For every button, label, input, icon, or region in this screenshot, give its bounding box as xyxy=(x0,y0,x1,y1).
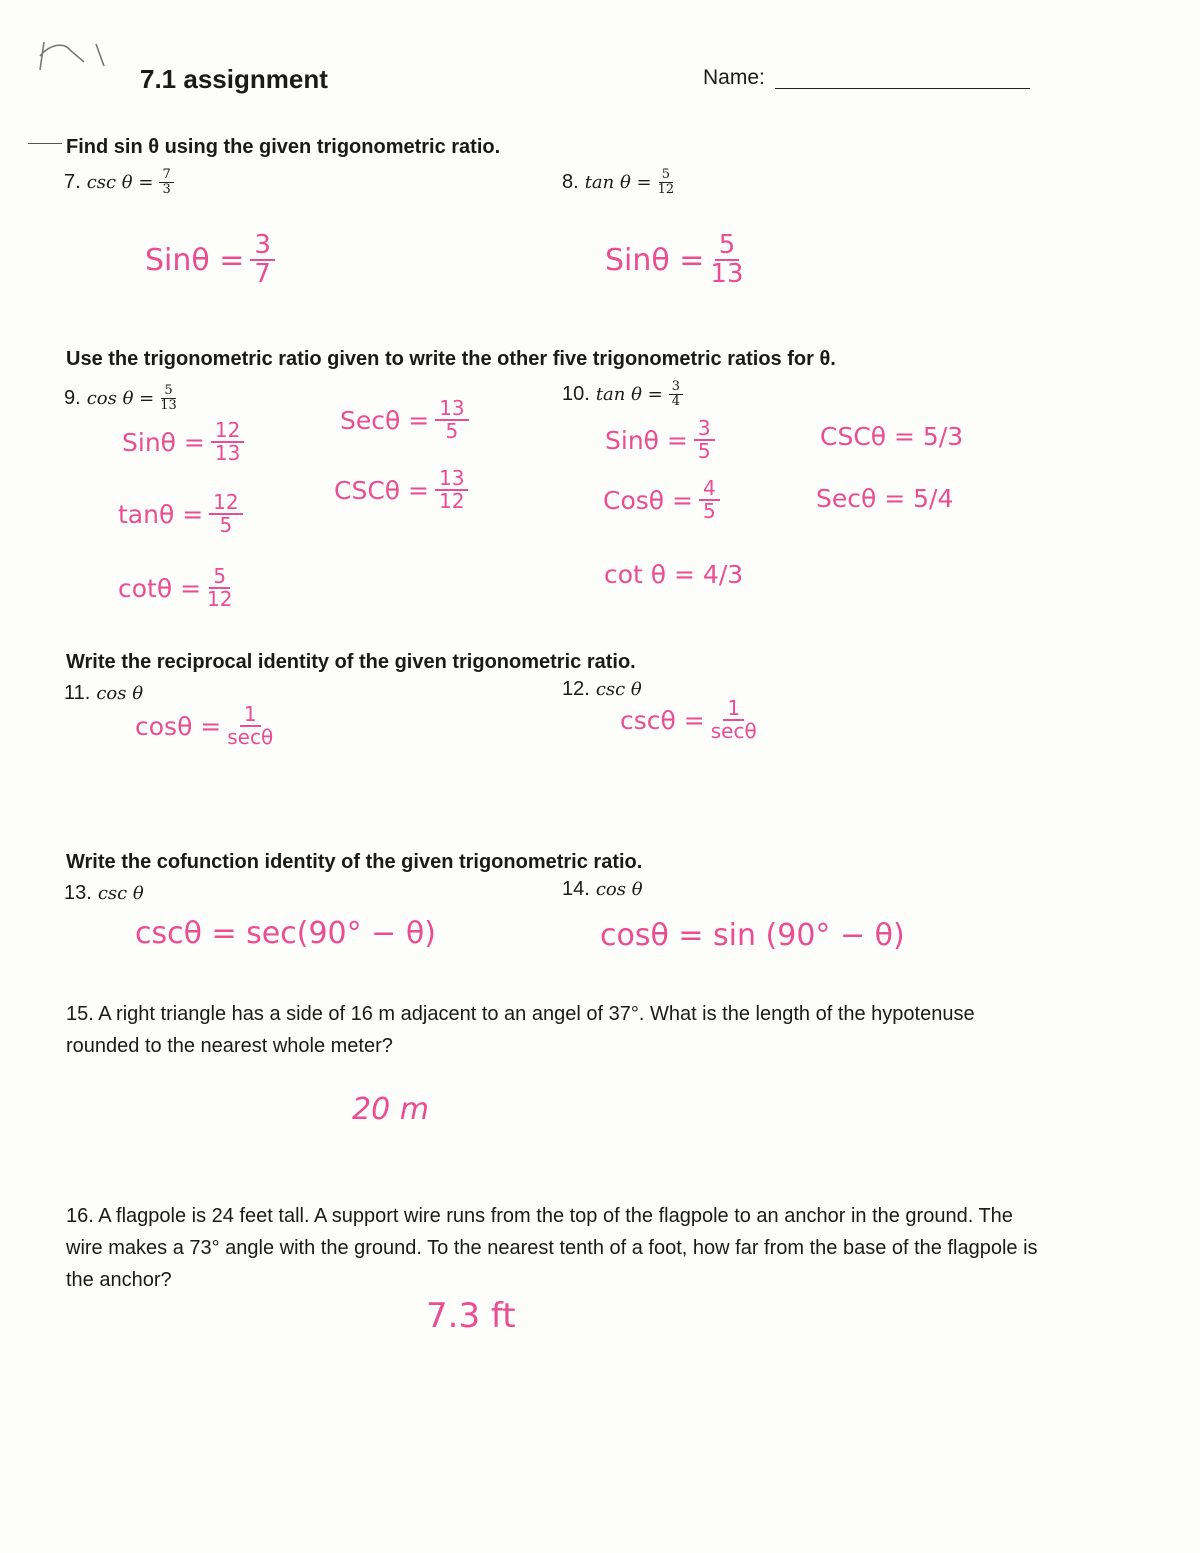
question-16-line-2: wire makes a 73° angle with the ground. To the nearest tenth of a foot, how far from the base of the flagpole is xyxy=(66,1237,1038,1259)
answer-15: 20 m xyxy=(352,1092,429,1127)
question-16 xyxy=(66,1200,1166,1296)
section4-heading: Write the cofunction identity of the given trigonometric ratio. xyxy=(66,851,643,873)
question-number: 14. xyxy=(562,878,590,900)
question-number: 7. xyxy=(64,171,81,193)
question-7 xyxy=(64,168,174,197)
answer-11: cosθ = 1 secθ xyxy=(135,702,274,749)
question-14 xyxy=(562,878,643,901)
question-function: cos θ xyxy=(595,879,643,900)
answer-14: cosθ = sin (90° − θ) xyxy=(600,918,905,953)
question-function: csc θ xyxy=(595,679,642,700)
question-function: cos θ = xyxy=(86,388,155,409)
question-9 xyxy=(64,384,177,413)
answer-10-csc: CSCθ = 5/3 xyxy=(820,422,964,451)
section2-heading: Use the trigonometric ratio given to write the other five trigonometric ratios for θ. xyxy=(66,348,836,370)
question-number: 12. xyxy=(562,678,590,700)
question-13 xyxy=(64,882,144,905)
answer-7: Sinθ = $\frac{3}{7}$ xyxy=(145,232,275,289)
question-number: 10. xyxy=(562,383,590,405)
section3-heading: Write the reciprocal identity of the given trigonometric ratio. xyxy=(66,651,636,673)
given-fraction: $\frac{5}{13}$ xyxy=(160,383,177,413)
question-8 xyxy=(562,168,674,197)
answer-16: 7.3 ft xyxy=(426,1296,516,1336)
question-function: cos θ xyxy=(96,683,144,704)
answer-9-csc: CSCθ = $\frac{13}{12}$ xyxy=(334,468,468,512)
given-fraction: $\frac{5}{12}$ xyxy=(657,167,675,197)
answer-9-tan: tanθ = $\frac{12}{5}$ xyxy=(118,492,243,536)
answer-10-sin: Sinθ = $\frac{3}{5}$ xyxy=(605,418,715,462)
scribble-mark xyxy=(30,36,120,86)
question-function: tan θ = xyxy=(595,384,663,405)
question-11 xyxy=(64,682,143,705)
assignment-title: 7.1 assignment xyxy=(140,64,328,94)
question-number: 8. xyxy=(562,171,579,193)
given-fraction: $\frac{7}{3}$ xyxy=(159,168,173,197)
given-fraction: $\frac{3}{4}$ xyxy=(669,380,683,409)
name-label: Name: xyxy=(703,66,765,89)
answer-8: Sinθ = $\frac{5}{13}$ xyxy=(605,230,744,290)
answer-10-cot: cot θ = 4/3 xyxy=(604,560,744,589)
question-number: 11. xyxy=(64,682,91,704)
answer-9-cot: cotθ = $\frac{5}{12}$ xyxy=(118,564,233,611)
name-field-line[interactable] xyxy=(775,88,1030,89)
question-15 xyxy=(66,998,1146,1062)
question-15-line-1: 15. A right triangle has a side of 16 m adjacent to an angel of 37°. What is the length of the hypotenuse xyxy=(66,1003,975,1025)
question-function: csc θ = xyxy=(86,172,154,193)
answer-10-cos: Cosθ = $\frac{4}{5}$ xyxy=(603,478,720,522)
question-number: 9. xyxy=(64,387,81,409)
answer-12: cscθ = 1 secθ xyxy=(620,696,757,743)
question-16-line-3: the anchor? xyxy=(66,1269,172,1291)
question-function: csc θ xyxy=(97,883,144,904)
answer-13: cscθ = sec(90° − θ) xyxy=(135,916,436,951)
question-10 xyxy=(562,380,683,409)
scan-dash xyxy=(28,143,62,144)
answer-9-sec: Secθ = $\frac{13}{5}$ xyxy=(340,398,469,442)
answer-9-sin: Sinθ = $\frac{12}{13}$ xyxy=(122,420,244,464)
question-number: 13. xyxy=(64,882,92,904)
question-16-line-1: 16. A flagpole is 24 feet tall. A support wire runs from the top of the flagpole to an anchor in the ground. The xyxy=(66,1205,1013,1227)
answer-10-sec: Secθ = 5/4 xyxy=(816,484,954,513)
question-15-line-2: rounded to the nearest whole meter? xyxy=(66,1035,393,1057)
question-function: tan θ = xyxy=(584,172,652,193)
section1-heading: Find sin θ using the given trigonometric ratio. xyxy=(66,136,501,158)
